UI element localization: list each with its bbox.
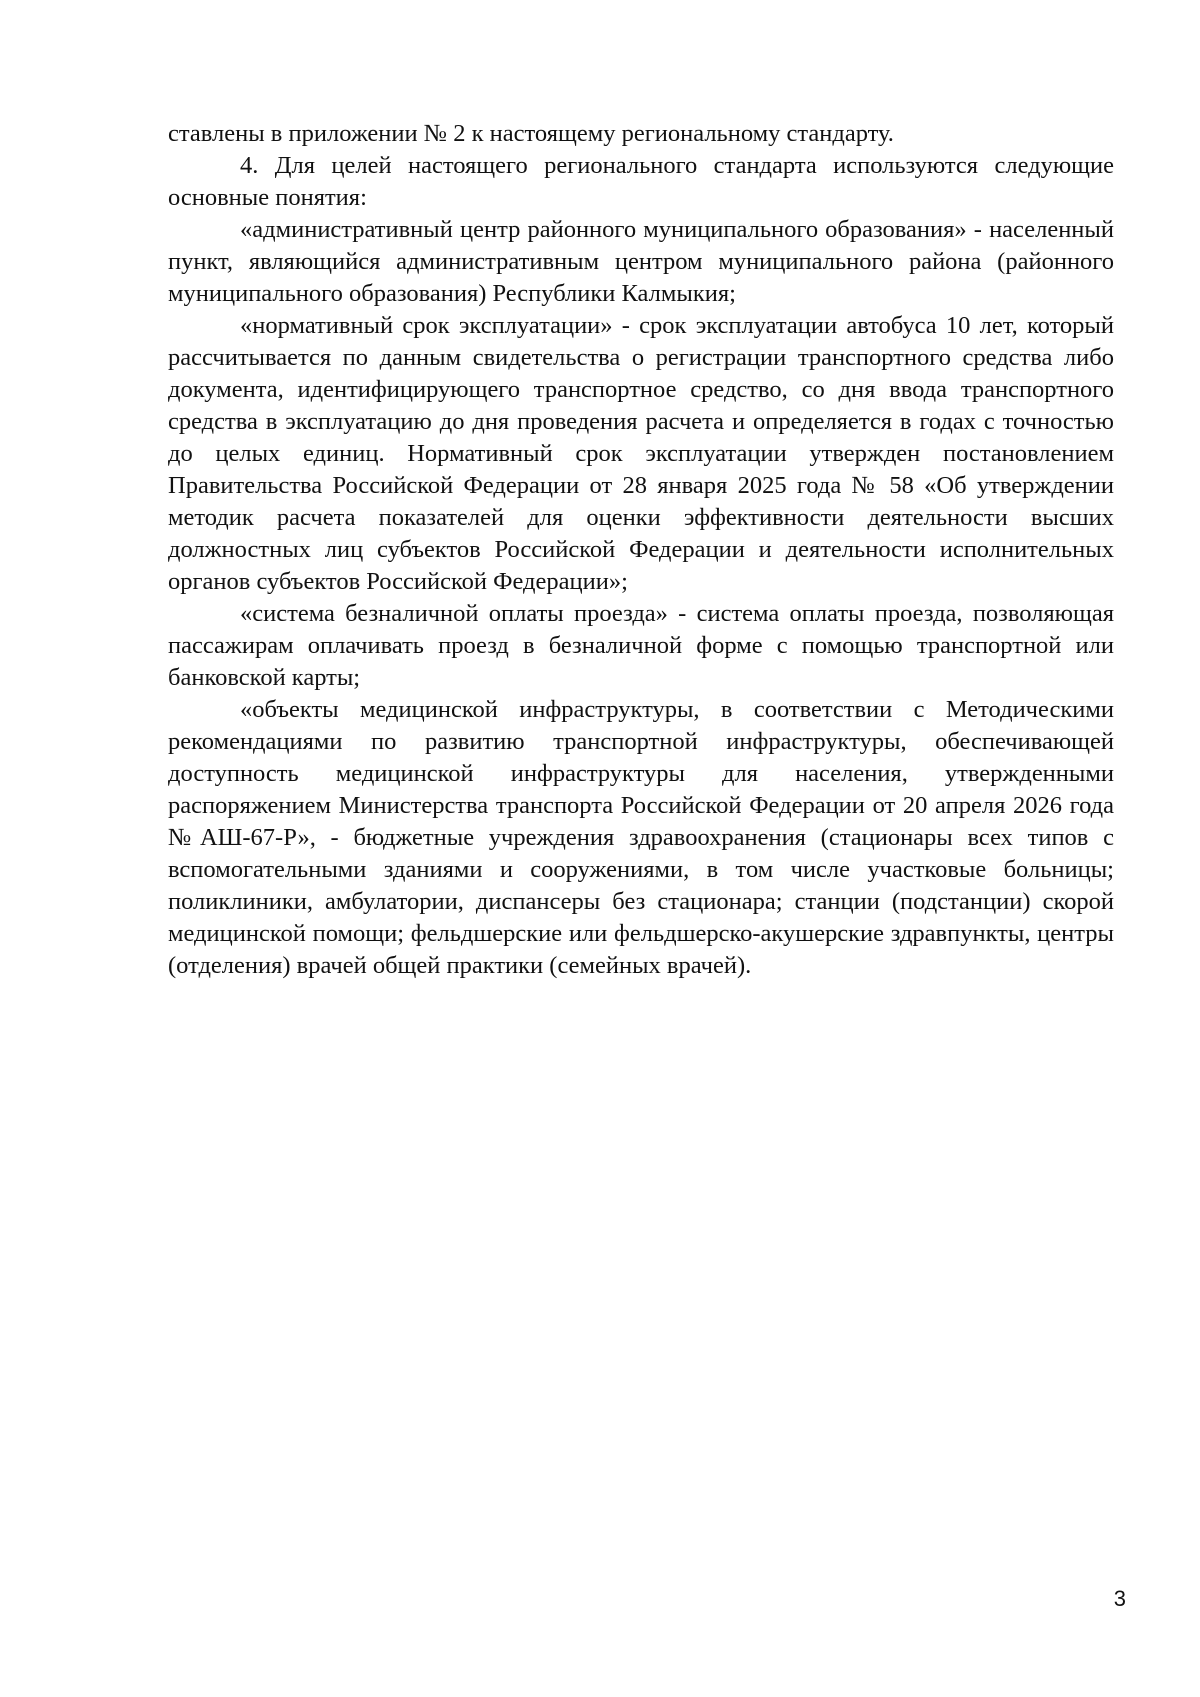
paragraph-definition-service-life: «нормативный срок эксплуатации» - срок эксплуатации автобуса 10 лет, который рассчитывается по данным свидетельства о регистрации транспортного средства либо документа, идентифицирующего транспортное средство, со дня ввода транспортного средства в эксплуатацию до дня проведения расчета и определяется в годах с точностью до целых единиц. Нормативный срок эксплуатации утвержден постановлением Правительства Российской Федерации от 28 января 2025 года № 58 «Об утверждении методик расчета показателей для оценки эффективности деятельности высших должностных лиц субъектов Российской Федерации и деятельности исполнительных органов субъектов Российской Федерации»; bbox=[168, 312, 1114, 595]
paragraph-item-4: 4. Для целей настоящего регионального стандарта используются следующие основные понятия: bbox=[168, 152, 1114, 211]
paragraph-definition-medical-infrastructure: «объекты медицинской инфраструктуры, в соответствии с Методическими рекомендациями по развитию транспортной инфраструктуры, обеспечивающей доступность медицинской инфраструктуры для населения, утвержденными распоряжением Министерства транспорта Российской Федерации от 20 апреля 2026 года №АШ-67-Р», - бюджетные учреждения здравоохранения (стационары всех типов с вспомогательными зданиями и сооружениями, в том числе участковые больницы; поликлиники, амбулатории, диспансеры без стационара; станции (подстанции) скорой медицинской помощи; фельдшерские или фельдшерско-акушерские здравпункты, центры (отделения) врачей общей практики (семейных врачей). bbox=[168, 696, 1114, 979]
paragraph-definition-cashless-payment: «система безналичной оплаты проезда» - система оплаты проезда, позволяющая пассажирам оплачивать проезд в безналичной форме с помощью транспортной или банковской карты; bbox=[168, 600, 1114, 691]
paragraph-definition-admin-center: «административный центр районного муниципального образования» - населенный пункт, являющийся административным центром муниципального района (районного муниципального образования) Республики Калмыкия; bbox=[168, 216, 1114, 307]
page-number: 3 bbox=[1113, 1586, 1126, 1611]
document-body bbox=[168, 118, 1114, 982]
paragraph-continuation: ставлены в приложении № 2 к настоящему региональному стандарту. bbox=[168, 120, 894, 147]
